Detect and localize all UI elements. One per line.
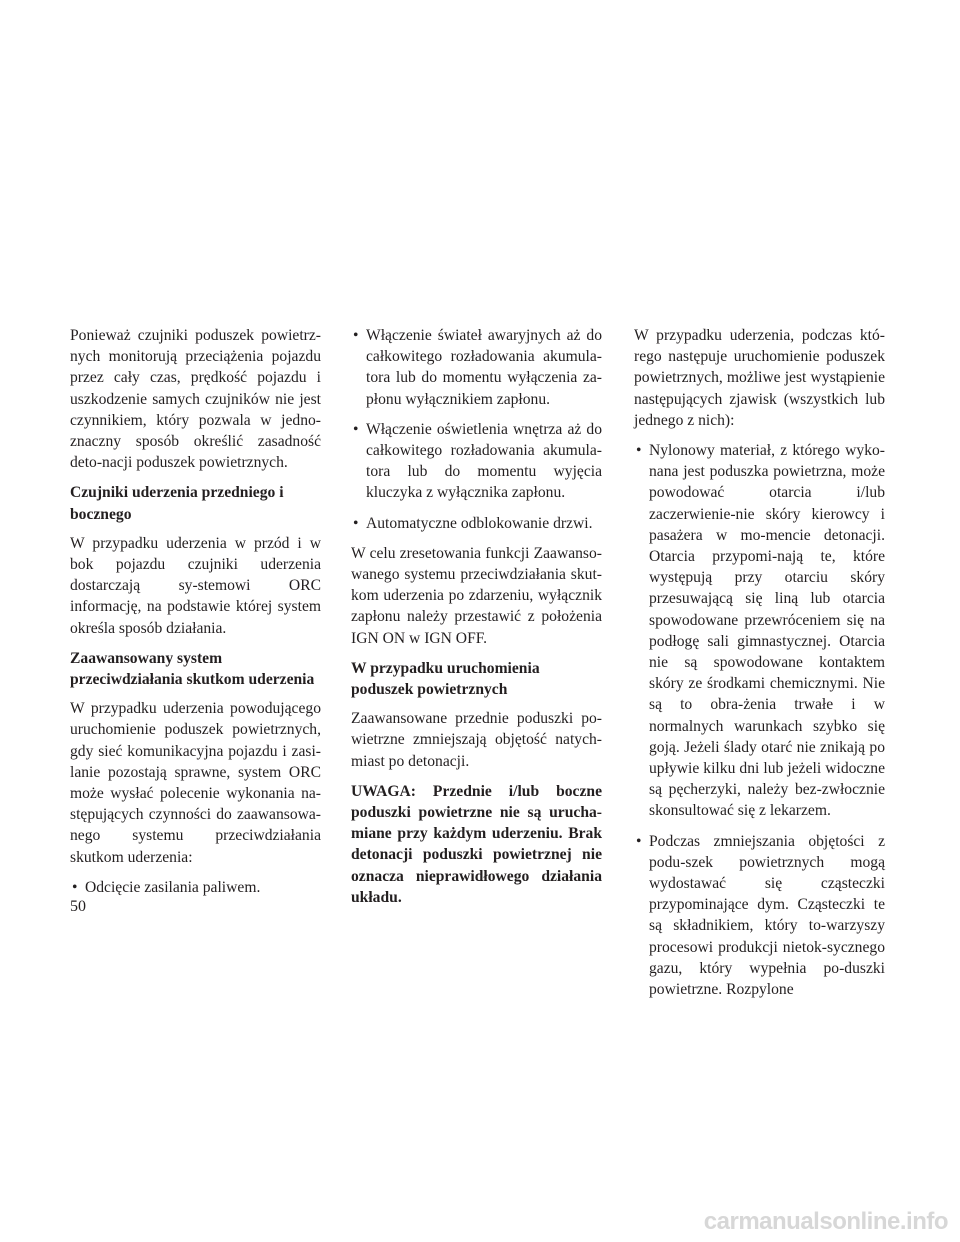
heading-enhanced-accident-response: Zaawansowany system przeciwdziałania skutkom uderzenia: [70, 649, 315, 689]
bullet-glyph: •: [636, 442, 642, 460]
paragraph-enhanced-accident-response: W przypadku uderzenia powodującego uruchomienie poduszek powietrznych, gdy sieć komunikacyjna pojazdu i zasi-lanie pozostają sprawne, system ORC może wysłać polecenie wykonania na-stępujących czynności do zaawansowa-nego systemu przeciwdziałania skutkom uderzenia:: [70, 700, 321, 866]
list-item: • Automatyczne odblokowanie drzwi.: [351, 513, 602, 534]
paragraph-reset-instructions: W celu zresetowania funkcji Zaawanso-wanego systemu przeciwdziałania skut-kom uderzenia po zdarzeniu, wyłącznik zapłonu należy przestawić z położenia IGN ON w IGN OFF.: [351, 544, 602, 647]
list-response-actions-2: [351, 325, 602, 534]
bullet-glyph: •: [353, 420, 359, 438]
paragraph-deployment-effects: W przypadku uderzenia, podczas któ-rego następuje uruchomienie poduszek powietrznych, możliwe jest wystąpienie następujących zjawisk (wszystkich lub jednego z nich):: [634, 327, 885, 429]
column-right: [634, 325, 885, 1009]
warning-note: UWAGA: Przednie i/lub boczne poduszki powietrzne nie są urucha-miane przy każdym uderzeniu. Brak detonacji poduszki powietrznej nie oznacza nieprawidłowego działania układu.: [351, 782, 602, 906]
watermark-logo: carmanualsonline.info: [703, 1208, 948, 1235]
heading-front-side-sensors: Czujniki uderzenia przedniego i bocznego: [70, 484, 284, 523]
list-item: • Podczas zmniejszania objętości z podu-szek powietrznych mogą wydostawać się cząsteczki przypominające dym. Cząsteczki te są składnikiem, który to-warzyszy procesowi produkcji nietok-sycznego gazu, który wypełnia po-duszki powietrzne. Rozpylone: [636, 832, 885, 999]
bullet-glyph: •: [353, 327, 359, 344]
column-middle: [351, 325, 602, 917]
list-deployment-effects: [634, 440, 885, 1000]
bullet-glyph: •: [636, 832, 642, 850]
paragraph-sensors-intro: Ponieważ czujniki poduszek powietrz-nych monitorują przeciążenia pojazdu przez cały czas, prędkość pojazdu i uszkodzenie samych czujników nie jest czynnikiem, który pozwala w jedno-znaczny sposób określić zasadność deto-nacji poduszek powietrznych.: [70, 327, 321, 472]
bullet-glyph: •: [353, 514, 359, 532]
column-left: [70, 325, 321, 907]
page-number: 50: [70, 898, 86, 915]
list-item: • Odcięcie zasilania paliwem.: [70, 877, 321, 898]
list-item: • Nylonowy materiał, z którego wyko-nana jest poduszka powietrzna, może powodować otarcia i/lub zaczerwienie-nie skóry kierowcy i pasażera w mo-mencie detonacji. Otarcia przypomi-nają te, które występują przy otarciu skóry przesuwającą się liną lub otarcia spowodowane przewróceniem się na podłogę sali gimnastycznej. Otarcia nie są spowodowane kontaktem skóry ze środkami chemicznymi. Nie są to obra-żenia trwałe i w normalnych warunkach szybko się goją. Jeżeli ślady otarć nie znikają po upływie kilku dni lub jeżeli widoczne są pęcherzyki, należy bez-zwłocznie skonsultować się z lekarzem.: [636, 442, 885, 820]
paragraph-front-side-sensors: W przypadku uderzenia w przód i w bok pojazdu czujniki uderzenia dostarczają sy-stemowi ORC informację, na podstawie której system określa sposób działania.: [70, 534, 321, 637]
heading-airbag-deployment: W przypadku uruchomienia poduszek powietrznych: [351, 659, 540, 699]
list-item: • Włączenie oświetlenia wnętrza aż do całkowitego rozładowania akumula-tora lub do momentu wyjęcia kluczyka z wyłącznika zapłonu.: [353, 420, 602, 502]
list-item: • Włączenie świateł awaryjnych aż do całkowitego rozładowania akumula-tora lub do momentu wyłączenia za-płonu wyłącznikiem zapłonu.: [353, 327, 602, 408]
bullet-glyph: •: [72, 878, 78, 896]
list-response-actions-1: [70, 877, 321, 898]
paragraph-airbag-deflation: Zaawansowane przednie poduszki po-wietrzne zmniejszają objętość natych-miast po detonacji.: [351, 710, 602, 770]
